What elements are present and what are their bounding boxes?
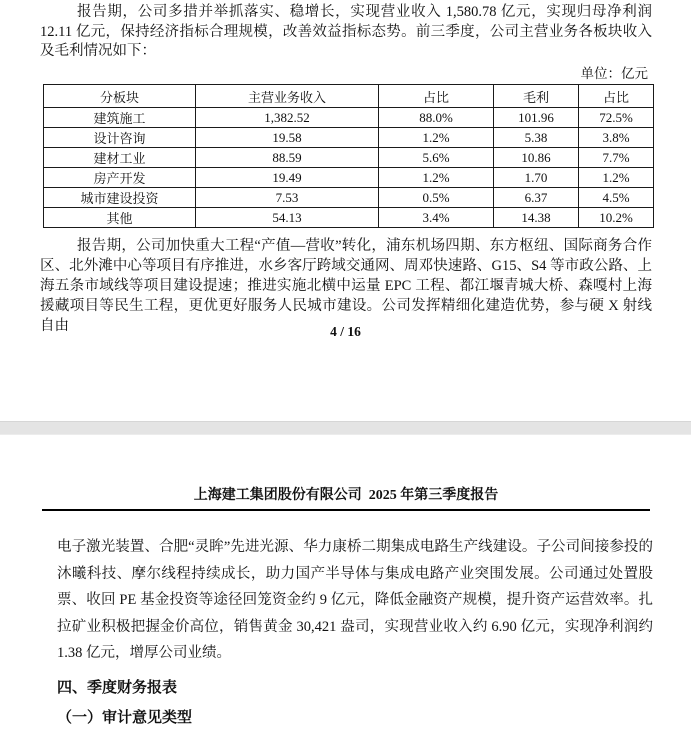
table-cell: 城市建设投资 bbox=[44, 188, 196, 208]
segment-revenue-table bbox=[43, 84, 654, 228]
table-row bbox=[44, 108, 654, 128]
table-cell: 19.58 bbox=[196, 128, 379, 148]
table-header-cell: 占比 bbox=[379, 85, 494, 108]
table-cell: 7.7% bbox=[579, 148, 654, 168]
subsection-heading-audit-opinion-type: （一）审计意见类型 bbox=[57, 710, 193, 726]
table-cell: 0.5% bbox=[379, 188, 494, 208]
section-heading-quarterly-financial-statements: 四、季度财务报表 bbox=[57, 680, 178, 696]
table-cell: 1,382.52 bbox=[196, 108, 379, 128]
table-cell: 其他 bbox=[44, 208, 196, 228]
page-number: 4 / 16 bbox=[330, 324, 361, 339]
report-header: 上海建工集团股份有限公司 2025 年第三季度报告 bbox=[42, 484, 650, 511]
table-cell: 7.53 bbox=[196, 188, 379, 208]
table-cell: 4.5% bbox=[579, 188, 654, 208]
table-row bbox=[44, 208, 654, 228]
body-paragraph-major-projects: 报告期，公司加快重大工程“产值—营收”转化，浦东机场四期、东方枢纽、国际商务合作区、北外滩中心等项目有序推进，水乡客厅跨域交通网、周邓快速路、G15、S4 等市政公路、上海五条市域线等项目建设提速；推进实施北横中运量 EPC 工程、都江堰青城大桥、森嘎村上海援藏项目等民生工程，更优更好服务人民城市建设。公司发挥精细化建造优势，参与硬 X 射线自由 bbox=[40, 238, 652, 334]
table-cell: 5.38 bbox=[494, 128, 579, 148]
body-paragraph-investments: 电子激光装置、合肥“灵眸”先进光源、华力康桥二期集成电路生产线建设。子公司间接参投的沐曦科技、摩尔线程持续成长，助力国产半导体与集成电路产业突围发展。公司通过处置股票、收回 PE 基金投资等途径回笼资金约 9 亿元，降低金融资产规模，提升资产运营效率。扎拉矿业积极把握金价高位，销售黄金 30,421 盎司，实现营业收入约 6.90 亿元，实现净利润约 1.38 亿元，增厚公司业绩。 bbox=[57, 539, 653, 661]
table-header-cell: 主营业务收入 bbox=[196, 85, 379, 108]
table-cell: 19.49 bbox=[196, 168, 379, 188]
table-row bbox=[44, 148, 654, 168]
table-cell: 101.96 bbox=[494, 108, 579, 128]
table-unit-label: 单位：亿元 bbox=[580, 66, 648, 81]
table-header-row bbox=[44, 85, 654, 108]
table-cell: 88.0% bbox=[379, 108, 494, 128]
table-cell: 88.59 bbox=[196, 148, 379, 168]
table-cell: 1.2% bbox=[379, 168, 494, 188]
table-cell: 建筑施工 bbox=[44, 108, 196, 128]
table-cell: 1.2% bbox=[379, 128, 494, 148]
table-cell: 3.4% bbox=[379, 208, 494, 228]
table-row bbox=[44, 128, 654, 148]
table-cell: 3.8% bbox=[579, 128, 654, 148]
table-cell: 建材工业 bbox=[44, 148, 196, 168]
table-cell: 72.5% bbox=[579, 108, 654, 128]
table-cell: 设计咨询 bbox=[44, 128, 196, 148]
table-cell: 1.70 bbox=[494, 168, 579, 188]
table-header-cell: 占比 bbox=[579, 85, 654, 108]
table-cell: 54.13 bbox=[196, 208, 379, 228]
page-gap bbox=[0, 421, 691, 435]
table-header-cell: 毛利 bbox=[494, 85, 579, 108]
table-row bbox=[44, 168, 654, 188]
table-cell: 6.37 bbox=[494, 188, 579, 208]
table-cell: 1.2% bbox=[579, 168, 654, 188]
table-row bbox=[44, 188, 654, 208]
table-cell: 10.2% bbox=[579, 208, 654, 228]
table-cell: 房产开发 bbox=[44, 168, 196, 188]
body-paragraph-revenue-summary: 报告期，公司多措并举抓落实、稳增长，实现营业收入 1,580.78 亿元，实现归母净利润 12.11 亿元，保持经济指标合理规模，改善效益指标态势。前三季度，公司主营业务各板块收入及毛利情况如下： bbox=[40, 4, 652, 59]
table-cell: 14.38 bbox=[494, 208, 579, 228]
table-header-cell: 分板块 bbox=[44, 85, 196, 108]
table-cell: 10.86 bbox=[494, 148, 579, 168]
table-cell: 5.6% bbox=[379, 148, 494, 168]
